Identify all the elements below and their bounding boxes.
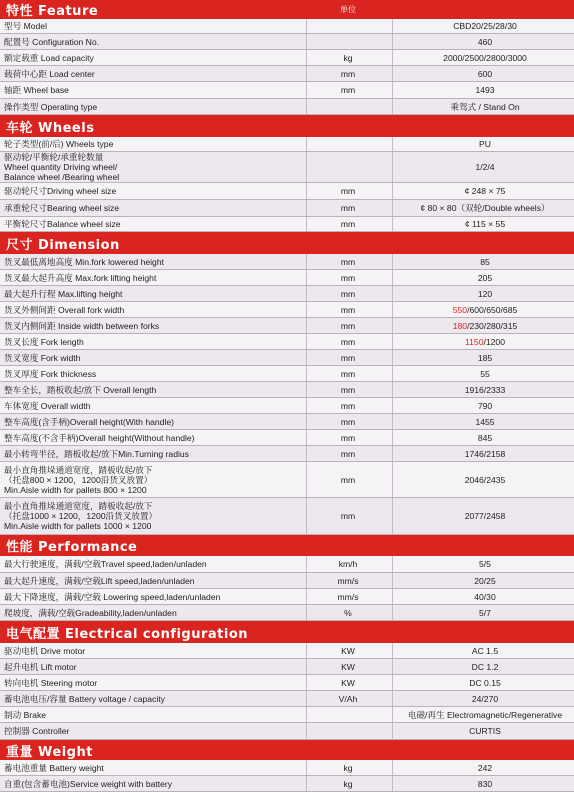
spec-row: [0, 723, 574, 740]
spec-unit: kg: [343, 778, 353, 789]
spec-unit: KW: [341, 677, 355, 688]
value-rest: /1200: [483, 336, 505, 347]
spec-row: [0, 270, 574, 286]
spec-value: 185: [477, 352, 493, 363]
spec-label: 最小直角推垛通道宽度，踏板收起/放下 （托盘800 × 1200，1200沿货叉放置） Min.Aisle width for pallets 800 × 1200: [4, 464, 153, 495]
column-divider: [306, 691, 307, 706]
spec-unit: [308, 99, 388, 114]
spec-unit: mm: [340, 368, 356, 379]
spec-value: DC 1.2: [471, 661, 499, 672]
column-divider: [306, 50, 307, 65]
spec-label: 型号 Model: [4, 21, 47, 31]
column-divider: [392, 776, 393, 791]
column-divider: [306, 723, 307, 739]
spec-value: AC 1.5: [471, 645, 499, 656]
spec-row: [0, 707, 574, 723]
section-title: 车轮 Wheels: [6, 120, 95, 136]
column-divider: [306, 707, 307, 722]
column-divider: [392, 556, 393, 572]
column-divider: [392, 152, 393, 182]
spec-unit: mm/s: [337, 575, 359, 586]
spec-row: [0, 589, 574, 605]
column-divider: [392, 659, 393, 674]
spec-unit: mm: [340, 448, 356, 459]
column-divider: [392, 200, 393, 216]
section-header: [0, 740, 574, 760]
spec-row: [0, 398, 574, 414]
spec-row: [0, 99, 574, 115]
spec-value: 790: [477, 400, 493, 411]
column-divider: [392, 382, 393, 397]
spec-row: [0, 152, 574, 183]
spec-unit: mm: [340, 416, 356, 427]
spec-unit: KW: [341, 645, 355, 656]
spec-row: [0, 19, 574, 34]
spec-unit: kg: [343, 762, 353, 773]
spec-row: [0, 776, 574, 792]
spec-unit: mm: [340, 352, 356, 363]
spec-unit: [308, 137, 388, 151]
column-divider: [306, 659, 307, 674]
column-divider: [392, 82, 393, 98]
spec-unit: mm: [340, 68, 356, 79]
column-divider: [392, 50, 393, 65]
spec-row: [0, 334, 574, 350]
column-divider: [392, 366, 393, 381]
spec-unit: mm: [340, 474, 356, 485]
column-divider: [392, 99, 393, 114]
spec-value: ¢ 115 × 55: [464, 219, 506, 229]
spec-label: 货叉宽度 Fork width: [4, 352, 81, 363]
spec-unit: mm: [340, 511, 356, 521]
column-divider: [306, 82, 307, 98]
column-divider: [392, 318, 393, 333]
spec-value: 55: [480, 368, 490, 379]
spec-unit: [308, 19, 388, 33]
spec-row: [0, 137, 574, 152]
column-divider: [306, 34, 307, 49]
column-divider: [306, 382, 307, 397]
spec-row: [0, 573, 574, 589]
column-divider: [306, 270, 307, 285]
unit-column-header: 单位: [340, 5, 356, 14]
spec-label: 整车高度(含手柄)Overall height(With handle): [4, 416, 175, 427]
spec-label: 最小直角推垛通道宽度，踏板收起/放下 （托盘1000 × 1200，1200沿货叉放置） Min.Aisle width for pallets 1000 × 1200: [4, 501, 158, 531]
spec-label: 轴距 Wheel base: [4, 85, 69, 95]
column-divider: [392, 707, 393, 722]
spec-value: 830: [477, 778, 493, 789]
column-divider: [392, 723, 393, 739]
spec-unit: [308, 34, 388, 49]
spec-label: 最大下降速度，满载/空载 Lowering speed,laden/unladen: [4, 591, 221, 602]
column-divider: [392, 498, 393, 534]
spec-unit: mm: [340, 256, 356, 267]
column-divider: [392, 217, 393, 231]
spec-value: ¢ 248 × 75: [464, 186, 506, 196]
spec-row: [0, 366, 574, 382]
spec-value: 85: [480, 256, 490, 267]
spec-unit: KW: [341, 661, 355, 672]
spec-label: 整车高度(不含手柄)Overall height(Without handle): [4, 432, 195, 443]
column-divider: [306, 183, 307, 199]
value-rest: /230/280/315: [467, 320, 518, 331]
spec-row: [0, 659, 574, 675]
spec-value: [396, 302, 574, 317]
column-divider: [306, 760, 307, 775]
spec-row: [0, 200, 574, 217]
spec-row: [0, 414, 574, 430]
spec-value: 1493: [475, 85, 495, 95]
spec-value: DC 0.15: [469, 677, 501, 688]
column-divider: [306, 462, 307, 497]
spec-label: 货叉最低离地高度 Min.fork lowered height: [4, 256, 164, 267]
column-divider: [306, 446, 307, 461]
spec-row: [0, 605, 574, 621]
spec-row: [0, 430, 574, 446]
spec-value: CURTIS: [469, 726, 501, 736]
spec-value: ¢ 80 × 80（双轮/Double wheels）: [420, 203, 550, 213]
spec-row: [0, 556, 574, 573]
spec-label: 车体宽度 Overall width: [4, 400, 91, 411]
column-divider: [306, 254, 307, 269]
column-divider: [392, 462, 393, 497]
spec-row: [0, 66, 574, 82]
spec-value: 2000/2500/2800/3000: [443, 52, 527, 63]
spec-label: 货叉外侧间距 Overall fork width: [4, 304, 125, 315]
spec-unit: mm: [340, 432, 356, 443]
column-divider: [392, 430, 393, 445]
spec-value: 1/2/4: [475, 162, 495, 172]
spec-row: [0, 462, 574, 498]
spec-label: 蓄电池重量 Battery weight: [4, 762, 104, 773]
highlight-value: 550: [452, 304, 468, 315]
spec-value: 460: [477, 36, 493, 47]
spec-row: [0, 382, 574, 398]
spec-row: [0, 760, 574, 776]
column-divider: [392, 760, 393, 775]
column-divider: [392, 19, 393, 33]
spec-row: [0, 50, 574, 66]
column-divider: [306, 498, 307, 534]
spec-row: [0, 34, 574, 50]
spec-label: 自重(包含蓄电池)Service weight with battery: [4, 778, 173, 789]
column-divider: [392, 34, 393, 49]
column-divider: [392, 605, 393, 620]
column-divider: [392, 254, 393, 269]
column-divider: [306, 398, 307, 413]
section-title: 尺寸 Dimension: [6, 237, 120, 253]
spec-unit: mm: [340, 219, 356, 229]
section-header: [0, 232, 574, 254]
column-divider: [306, 99, 307, 114]
spec-label: 蓄电池电压/容量 Battery voltage / capacity: [4, 693, 165, 704]
column-divider: [392, 270, 393, 285]
spec-label: 最大行驶速度，满载/空载Travel speed,laden/unladen: [4, 559, 207, 569]
spec-row: [0, 691, 574, 707]
spec-row: [0, 286, 574, 302]
spec-value: 电磁/再生 Electromagnetic/Regenerative: [407, 709, 563, 720]
column-divider: [306, 430, 307, 445]
column-divider: [306, 366, 307, 381]
spec-label: 制动 Brake: [4, 709, 47, 720]
spec-unit: mm: [340, 336, 356, 347]
spec-value: PU: [479, 139, 491, 149]
column-divider: [306, 776, 307, 791]
column-divider: [306, 200, 307, 216]
spec-row: [0, 302, 574, 318]
spec-label: 控制器 Controller: [4, 726, 70, 736]
spec-value: 20/25: [474, 575, 496, 586]
column-divider: [306, 217, 307, 231]
spec-label: 额定载重 Load capacity: [4, 52, 94, 63]
spec-unit: V/Ah: [338, 693, 358, 704]
column-divider: [306, 302, 307, 317]
spec-value: 1746/2158: [464, 448, 506, 459]
section-header: [0, 0, 574, 19]
column-divider: [392, 183, 393, 199]
spec-value: 5/7: [479, 607, 491, 618]
column-divider: [392, 286, 393, 301]
spec-label: 载荷中心距 Load center: [4, 68, 95, 79]
spec-value: 1916/2333: [464, 384, 506, 395]
spec-value: [396, 334, 574, 349]
column-divider: [392, 414, 393, 429]
column-divider: [306, 556, 307, 572]
column-divider: [306, 589, 307, 604]
spec-label: 平衡轮尺寸Balance wheel size: [4, 219, 121, 229]
spec-row: [0, 446, 574, 462]
spec-value: 40/30: [474, 591, 496, 602]
highlight-value: 180: [452, 320, 468, 331]
spec-unit: kg: [343, 52, 353, 63]
column-divider: [392, 398, 393, 413]
section-title: 重量 Weight: [6, 744, 93, 760]
spec-value: [396, 318, 574, 333]
section-header: [0, 621, 574, 643]
spec-label: 驱动轮/平衡轮/承重轮数量 Wheel quantity Driving wheel/ Balance wheel /Bearing wheel: [4, 152, 120, 182]
column-divider: [392, 302, 393, 317]
spec-label: 货叉最大起升高度 Max.fork lifting height: [4, 272, 157, 283]
spec-unit: %: [344, 607, 352, 618]
column-divider: [306, 350, 307, 365]
column-divider: [306, 414, 307, 429]
spec-label: 驱动电机 Drive motor: [4, 645, 86, 656]
spec-unit: mm: [340, 272, 356, 283]
spec-unit: mm: [340, 384, 356, 395]
spec-unit: mm: [340, 320, 356, 331]
spec-value: 600: [477, 68, 493, 79]
spec-row: [0, 254, 574, 270]
spec-row: [0, 217, 574, 232]
spec-unit: mm: [340, 85, 356, 95]
column-divider: [306, 286, 307, 301]
column-divider: [306, 66, 307, 81]
spec-row: [0, 643, 574, 659]
column-divider: [392, 350, 393, 365]
spec-value: 乘驾式 / Stand On: [450, 101, 520, 112]
section-header: [0, 115, 574, 137]
spec-label: 配置号 Configuration No.: [4, 36, 100, 47]
spec-label: 起升电机 Lift motor: [4, 661, 77, 672]
column-divider: [392, 675, 393, 690]
spec-unit: mm: [340, 186, 356, 196]
section-title: 电气配置 Electrical configuration: [6, 626, 249, 642]
spec-unit: km/h: [338, 559, 358, 569]
spec-value: 2077/2458: [464, 511, 506, 521]
column-divider: [306, 137, 307, 151]
column-divider: [306, 605, 307, 620]
spec-row: [0, 675, 574, 691]
spec-label: 操作类型 Operating type: [4, 101, 98, 112]
spec-value: 5/5: [479, 559, 491, 569]
spec-value: 1455: [475, 416, 495, 427]
spec-unit: mm: [340, 203, 356, 213]
spec-unit: mm: [340, 304, 356, 315]
column-divider: [392, 334, 393, 349]
spec-unit: mm/s: [337, 591, 359, 602]
column-divider: [392, 137, 393, 151]
column-divider: [306, 573, 307, 588]
spec-value: CBD20/25/28/30: [453, 21, 517, 31]
column-divider: [306, 152, 307, 182]
column-divider: [306, 318, 307, 333]
column-divider: [392, 643, 393, 658]
column-divider: [392, 66, 393, 81]
spec-label: 最小转弯半径，踏板收起/放下Min.Turning radius: [4, 448, 189, 459]
spec-value: 242: [477, 762, 493, 773]
spec-label: 轮子类型(前/后) Wheels type: [4, 139, 114, 149]
spec-row: [0, 350, 574, 366]
column-divider: [392, 589, 393, 604]
highlight-value: 1150: [465, 336, 484, 347]
spec-unit: [308, 707, 388, 722]
spec-row: [0, 82, 574, 99]
spec-label: 货叉长度 Fork length: [4, 336, 84, 347]
spec-unit: mm: [340, 400, 356, 411]
section-title: 性能 Performance: [6, 540, 138, 555]
spec-label: 货叉内侧间距 Inside width between forks: [4, 320, 160, 331]
spec-label: 承重轮尺寸Bearing wheel size: [4, 203, 120, 213]
column-divider: [306, 19, 307, 33]
column-divider: [306, 334, 307, 349]
spec-label: 驱动轮尺寸Driving wheel size: [4, 186, 117, 196]
spec-row: [0, 498, 574, 535]
section-title: 特性 Feature: [6, 4, 99, 19]
spec-label: 最大起升行程 Max.lifting height: [4, 288, 123, 299]
spec-value: 845: [477, 432, 493, 443]
spec-value: 24/270: [471, 693, 499, 704]
spec-value: 2046/2435: [464, 474, 506, 485]
spec-label: 转向电机 Steering motor: [4, 677, 98, 688]
spec-value: 120: [477, 288, 493, 299]
column-divider: [392, 573, 393, 588]
value-rest: /600/650/685: [467, 304, 518, 315]
spec-unit: mm: [340, 288, 356, 299]
column-divider: [306, 643, 307, 658]
column-divider: [392, 691, 393, 706]
column-divider: [306, 675, 307, 690]
section-header: [0, 535, 574, 556]
spec-row: [0, 318, 574, 334]
spec-row: [0, 183, 574, 200]
spec-label: 最大起升速度，满载/空载Lift speed,laden/unladen: [4, 575, 195, 586]
spec-label: 爬坡度，满载/空载Gradeability,laden/unladen: [4, 607, 177, 618]
spec-label: 整车全长，踏板收起/放下 Overall length: [4, 384, 157, 395]
spec-label: 货叉厚度 Fork thickness: [4, 368, 97, 379]
spec-unit: [308, 152, 388, 182]
column-divider: [392, 446, 393, 461]
spec-value: 205: [477, 272, 493, 283]
spec-unit: [308, 723, 388, 739]
